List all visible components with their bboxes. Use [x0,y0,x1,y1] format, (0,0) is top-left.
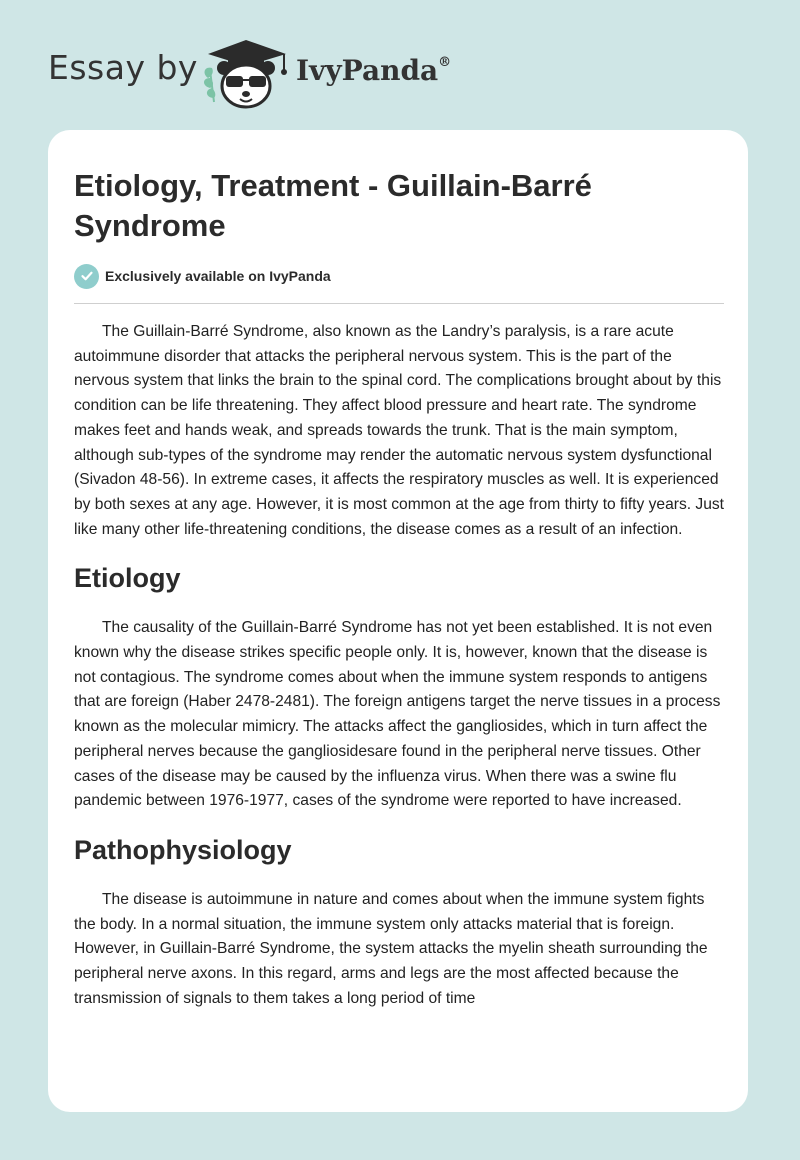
essay-card [48,130,748,1112]
site-header [0,0,800,130]
section-heading-pathophysiology: Pathophysiology [74,834,292,865]
brand-text: IvyPanda [296,54,439,87]
panda-logo-icon[interactable] [200,36,292,110]
essay-by-label: Essay by [48,48,198,87]
page-title: Etiology, Treatment - Guillain-Barré Syndrome [74,168,592,243]
exclusive-badge [74,263,331,289]
registered-mark: ® [438,54,452,70]
exclusive-label: Exclusively available on IvyPanda [105,268,331,284]
divider [74,303,724,304]
brand-name[interactable] [296,54,451,87]
check-icon [74,264,99,289]
essay-body [74,320,726,1011]
etiology-paragraph: The causality of the Guillain-Barré Syndrome has not yet been established. It is not even known why the disease strikes specific people only. It is, however, known that the disease is not contagious. The syndrome comes about when the immune system responds to antigens that are foreign (Haber 2478-2481). The foreign antigens target the nerve tissues in a process known as the molecular mimicry. The attacks affect the gangliosides, which in turn affect the peripheral nerves because the gangliosidesare found in the peripheral nerve tissues. Other cases of the disease may be caused by the influenza virus. When there was a swine flu pandemic between 1976-1977, cases of the syndrome were reported to have increased. [74,619,721,810]
intro-paragraph: The Guillain-Barré Syndrome, also known as the Landry’s paralysis, is a rare acute autoimmune disorder that attacks the peripheral nervous system. This is the part of the nervous system that links the brain to the spinal cord. The complications brought about by this condition can be life threatening. They affect blood pressure and heart rate. The syndrome makes feet and hands weak, and spreads towards the trunk. That is the main symptom, although sub-types of the syndrome may render the automatic nervous system dysfunctional (Sivadon 48-56). In extreme cases, it affects the respiratory muscles as well. It is experienced by both sexes at any age. However, it is most common at the age from thirty to fifty years. Just like many other life-threatening conditions, the disease comes as a result of an infection. [74,323,725,538]
section-heading-etiology: Etiology [74,563,181,594]
pathophysiology-paragraph: The disease is autoimmune in nature and comes about when the immune system fights the body. In a normal situation, the immune system only attacks material that is foreign. However, in Guillain-Barré Syndrome, the system attacks the myelin sheath surrounding the peripheral nerve axons. In this regard, arms and legs are the most affected because the transmission of signals to them takes a long period of time [74,890,708,1007]
